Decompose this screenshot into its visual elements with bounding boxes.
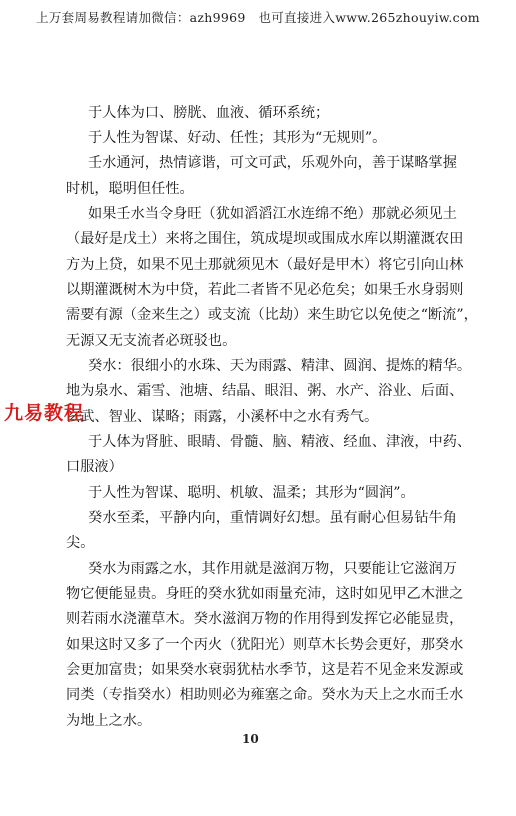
text-line: 于人性为智谋、好动、任性；其形为“无规则”。 xyxy=(88,130,387,146)
text-line: 无源又无支流者必斑驳也。 xyxy=(66,333,237,349)
text-line: 于人体为口、膀胱、血液、循环系统； xyxy=(88,105,330,121)
text-line: 于人体为肾脏、眼睛、骨髓、脑、精液、经血、津液，中药、 xyxy=(88,434,472,450)
text-line: 时机，聪明但任性。 xyxy=(66,181,194,197)
text-line: 如果这时又多了一个丙火（犹阳光）则草木长势会更好，那癸水 xyxy=(66,637,464,653)
text-line: 物它便能显贵。身旺的癸水犹如雨量充沛，这时如见甲乙木泄之 xyxy=(66,586,464,602)
page-number: 10 xyxy=(242,732,259,746)
text-line: 癸水为雨露之水，其作用就是滋润万物，只要能让它滋润万 xyxy=(88,561,457,577)
text-line: （最好是戊土）来将之围住，筑成堤坝或围成水库以期灌溉农田 xyxy=(66,231,464,247)
header-banner: 上万套周易教程请加微信：azh9969 也可直接进入www.265zhouyiw.com xyxy=(36,10,480,25)
text-line: 方为上贷，如果不见土那就须见木（最好是甲木）将它引向山林 xyxy=(66,257,464,273)
text-line: 玄武、智业、谋略；雨露，小溪杯中之水有秀气。 xyxy=(66,409,379,425)
text-line: 同类（专指癸水）相助则必为雍塞之命。癸水为天上之水而壬水 xyxy=(66,687,464,703)
text-line: 尖。 xyxy=(66,535,95,551)
text-line: 癸水至柔，平静内向，重情调好幻想。虽有耐心但易钻牛角 xyxy=(88,510,457,526)
watermark-logo-text: 九易教程 xyxy=(4,402,85,424)
text-line: 需要有源（金来生之）或支流（比劫）来生助它以免使之“断流”， xyxy=(66,307,478,323)
text-line: 口服液） xyxy=(66,459,123,475)
text-line: 如果壬水当令身旺（犹如滔滔江水连绵不绝）那就必须见土 xyxy=(88,206,457,222)
text-line: 以期灌溉树木为中贷，若此二者皆不见必危矣；如果壬水身弱则 xyxy=(66,282,464,298)
text-line: 会更加富贵；如果癸水衰弱犹枯水季节，这是若不见金来发源或 xyxy=(66,662,464,678)
text-line: 于人性为智谋、聪明、机敏、温柔；其形为“圆润”。 xyxy=(88,485,415,501)
text-line: 地为泉水、霜雪、池塘、结晶、眼泪、粥、水产、浴业、后面、 xyxy=(66,383,464,399)
text-line: 壬水通河，热情谚谐，可文可武，乐观外向，善于谋略掌握 xyxy=(88,155,457,171)
text-line: 则若雨水浇灌草木。癸水滋润万物的作用得到发挥它必能显贵， xyxy=(66,611,464,627)
text-line: 癸水：很细小的水珠、天为雨露、精津、圆润、提炼的精华。 xyxy=(88,358,472,374)
text-line: 为地上之水。 xyxy=(66,713,152,729)
